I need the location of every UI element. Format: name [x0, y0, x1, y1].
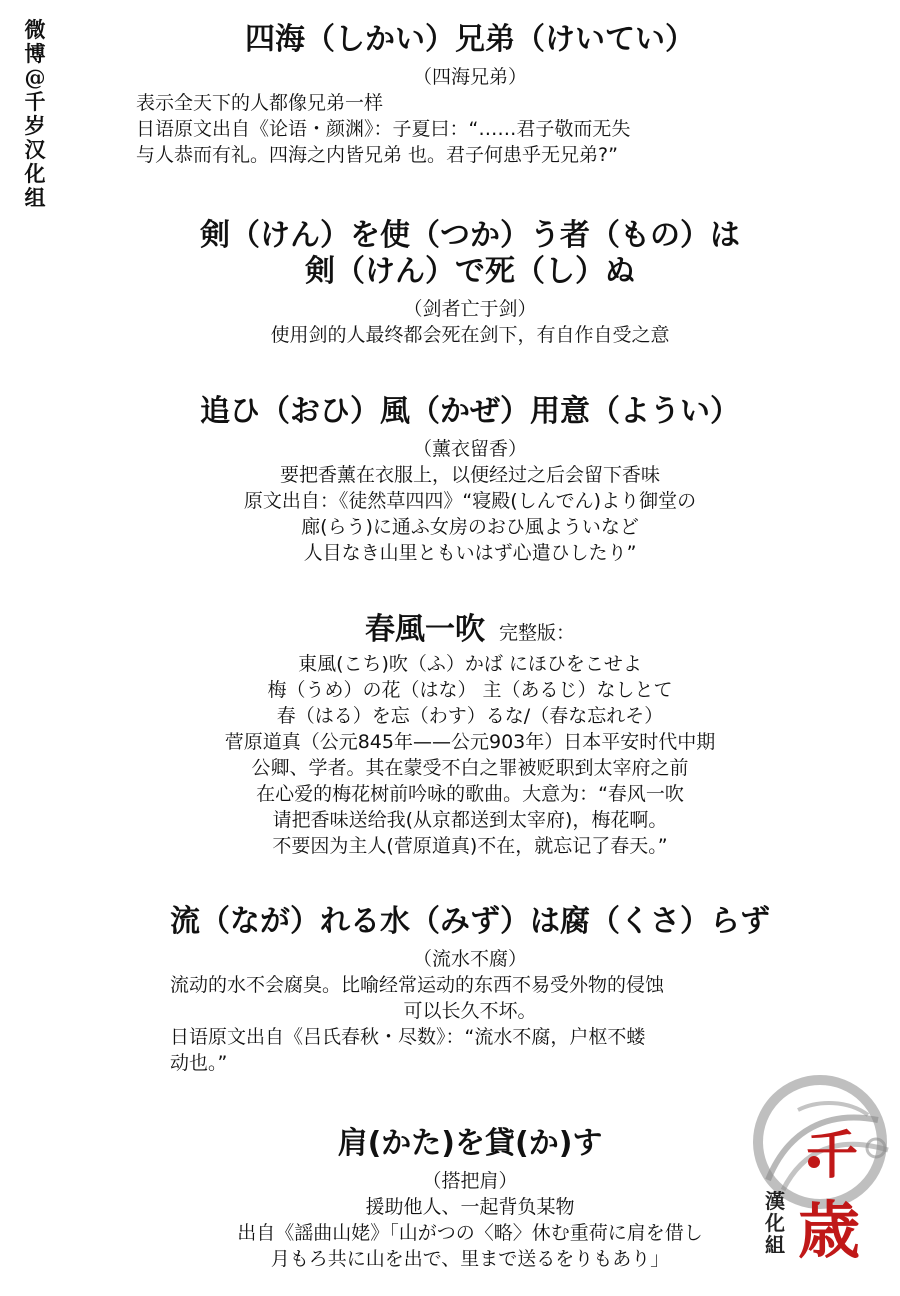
section-sikai-keitei — [60, 22, 880, 168]
section-title: 肩(かた)を貸(か)す — [337, 1126, 603, 1161]
body-line: 梅（うめ）の花（はな） 主（あるじ）なしとて — [267, 679, 673, 701]
body-line: 请把香味送给我(从京都送到太宰府)，梅花啊。 — [272, 809, 668, 831]
body-line: 廊(らう)に通ふ女房のおひ風よういなど — [301, 516, 639, 538]
body-line: 人目なき山里ともいはず心遣ひしたり” — [303, 542, 637, 564]
body-line: 在心爱的梅花树前吟咏的歌曲。大意为：“春风一吹 — [256, 783, 684, 805]
body-line: 表示全天下的人都像兄弟一样 — [136, 92, 384, 114]
body-line: 流动的水不会腐臭。比喻经常运动的东西不易受外物的侵蚀 — [170, 974, 665, 996]
section-title-line: 剣（けん）で死（し）ぬ — [305, 254, 635, 289]
logo-subtitle: 漢化組 — [765, 1189, 785, 1257]
section-title-row — [60, 612, 880, 651]
section-subtitle: （搭把肩） — [422, 1170, 518, 1192]
chitose-logo — [728, 1070, 898, 1292]
section-ken — [60, 218, 880, 348]
section-subtitle: （流水不腐） — [412, 948, 527, 970]
section-title-note: 完整版： — [498, 622, 575, 644]
section-title: 四海（しかい）兄弟（けいてい） — [245, 22, 695, 57]
body-line: 春（はる）を忘（わす）るな/（春な忘れそ） — [276, 705, 664, 727]
logo-big-char: 歳 — [798, 1194, 861, 1267]
section-title-line: 剣（けん）を使（つか）う者（もの）は — [200, 218, 740, 253]
section-title: 流（なが）れる水（みず）は腐（くさ）らず — [170, 904, 770, 939]
body-line: 日语原文出自《论语・颜渊》：子夏曰：“……君子敬而无失 — [136, 118, 631, 140]
body-line: 不要因为主人(菅原道真)不在，就忘记了春天。” — [272, 835, 668, 857]
section-title: 春風一吹 — [364, 612, 485, 647]
section-subtitle: （剑者亡于剑） — [403, 298, 537, 320]
body-line: 要把香薰在衣服上，以便经过之后会留下香味 — [279, 464, 660, 486]
section-harukaze — [60, 612, 880, 859]
body-line: 使用剑的人最终都会死在剑下，有自作自受之意 — [270, 324, 670, 346]
logo-big-char: 千 — [806, 1125, 859, 1186]
body-line: 可以长久不坏。 — [403, 1000, 537, 1022]
section-oikaze — [60, 394, 880, 566]
section-subtitle: （四海兄弟） — [412, 66, 527, 88]
body-line: 公卿、学者。其在蒙受不白之罪被贬职到太宰府之前 — [251, 757, 689, 779]
section-subtitle: （薰衣留香） — [412, 438, 527, 460]
body-line: 动也。” — [170, 1052, 228, 1074]
body-line: 月もろ共に山を出で、里まで送るをりもあり」 — [270, 1248, 670, 1270]
body-line: 東風(こち)吹（ふ）かば にほひをこせよ — [298, 653, 642, 675]
body-line: 菅原道真（公元845年——公元903年）日本平安时代中期 — [224, 731, 716, 753]
body-line: 援助他人、一起背负某物 — [365, 1196, 575, 1218]
section-title: 追ひ（おひ）風（かぜ）用意（ようい） — [200, 394, 740, 429]
section-nagareru-mizu — [60, 904, 880, 1076]
body-line: 日语原文出自《吕氏春秋・尽数》：“流水不腐，户枢不蝼 — [170, 1026, 646, 1048]
body-line: 出自《謡曲山姥》「山がつの〈略〉休む重荷に肩を借し — [237, 1222, 703, 1244]
weibo-credit: 微博@千岁汉化组 — [24, 17, 46, 210]
body-line: 原文出自：《徒然草四四》“寝殿(しんでん)より御堂の — [243, 490, 697, 512]
body-line: 与人恭而有礼。四海之内皆兄弟 也。君子何患乎无兄弟?” — [136, 144, 618, 166]
